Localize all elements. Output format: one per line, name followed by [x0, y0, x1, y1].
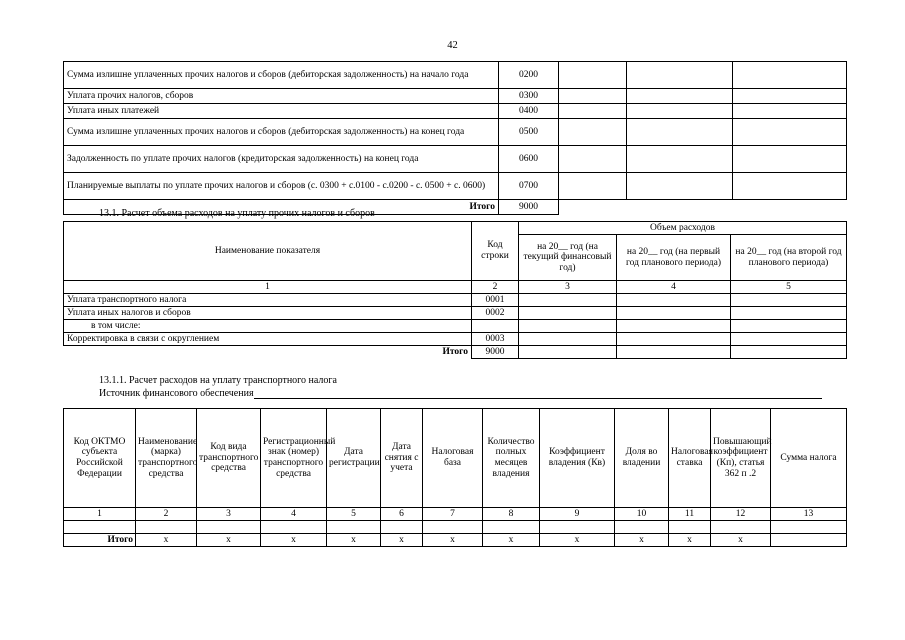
value-cell[interactable] — [731, 307, 847, 320]
table-row — [64, 119, 847, 146]
value-cell[interactable] — [617, 294, 731, 307]
row-label: Планируемые выплаты по уплате прочих налогов и сборов (с. 0300 + с.0100 - с.0200 - с. 0500 + с. 0600) — [64, 173, 499, 200]
table-row — [64, 89, 847, 104]
value-cell[interactable] — [64, 521, 136, 534]
column-number: 10 — [615, 508, 669, 521]
value-cell[interactable] — [627, 173, 733, 200]
column-header: Наименование (марка) транспортного средства — [136, 409, 197, 508]
row-label: в том числе: — [64, 320, 472, 333]
column-header: Налоговая ставка — [669, 409, 711, 508]
column-header: Регистрационный знак (номер) транспортного средства — [261, 409, 327, 508]
value-cell[interactable] — [617, 307, 731, 320]
value-cell[interactable] — [197, 521, 261, 534]
row-label: Сумма излишне уплаченных прочих налогов и сборов (дебиторская задолженность) на конец года — [64, 119, 499, 146]
column-number: 2 — [472, 281, 519, 294]
value-cell[interactable] — [733, 89, 847, 104]
empty-cell — [733, 200, 847, 215]
transport-tax-table — [63, 408, 847, 547]
column-number: 4 — [261, 508, 327, 521]
value-cell[interactable] — [519, 333, 617, 346]
value-cell[interactable] — [615, 521, 669, 534]
value-cell[interactable] — [627, 146, 733, 173]
row-label: Уплата транспортного налога — [64, 294, 472, 307]
value-cell[interactable] — [617, 333, 731, 346]
other-taxes-expenses-table — [63, 221, 847, 359]
value-cell[interactable] — [771, 534, 847, 547]
column-number: 6 — [381, 508, 423, 521]
row-code: 0003 — [472, 333, 519, 346]
row-label: Уплата прочих налогов, сборов — [64, 89, 499, 104]
value-cell[interactable] — [731, 333, 847, 346]
column-header: Коэффициент владения (Кв) — [540, 409, 615, 508]
row-code: 0001 — [472, 294, 519, 307]
empty-cell — [559, 200, 627, 215]
not-applicable-mark: x — [261, 534, 327, 547]
table-row — [64, 307, 847, 320]
funding-source-label: Источник финансового обеспечения — [99, 388, 254, 399]
value-cell[interactable] — [617, 320, 731, 333]
total-code: 9000 — [499, 200, 559, 215]
row-code: 0500 — [499, 119, 559, 146]
value-cell[interactable] — [733, 119, 847, 146]
page-number: 42 — [447, 40, 458, 51]
row-code: 0002 — [472, 307, 519, 320]
funding-source-line — [99, 388, 844, 399]
column-number: 9 — [540, 508, 615, 521]
value-cell[interactable] — [731, 346, 847, 359]
section-13-1-title: 13.1. Расчет объема расходов на уплату прочих налогов и сборов — [99, 208, 375, 219]
row-code: 0700 — [499, 173, 559, 200]
column-number: 13 — [771, 508, 847, 521]
header-year-plan-1: на 20__ год (на первый год планового периода) — [617, 235, 731, 281]
value-cell[interactable] — [559, 119, 627, 146]
total-label: Итого — [64, 534, 136, 547]
column-header: Количество полных месяцев владения — [483, 409, 540, 508]
value-cell[interactable] — [733, 104, 847, 119]
column-number: 11 — [669, 508, 711, 521]
header-expense-volume: Объем расходов — [519, 222, 847, 235]
column-number: 8 — [483, 508, 540, 521]
row-label: Уплата иных налогов и сборов — [64, 307, 472, 320]
header-indicator-name: Наименование показателя — [64, 222, 472, 281]
value-cell[interactable] — [136, 521, 197, 534]
column-header: Сумма налога — [771, 409, 847, 508]
value-cell[interactable] — [381, 521, 423, 534]
column-header: Код вида транспортного средства — [197, 409, 261, 508]
value-cell[interactable] — [771, 521, 847, 534]
value-cell[interactable] — [711, 521, 771, 534]
column-number: 12 — [711, 508, 771, 521]
value-cell[interactable] — [731, 294, 847, 307]
column-numbers-row — [64, 281, 847, 294]
row-code: 0200 — [499, 62, 559, 89]
column-header: Налоговая база — [423, 409, 483, 508]
row-label: Задолженность по уплате прочих налогов (кредиторская задолженность) на конец года — [64, 146, 499, 173]
value-cell[interactable] — [627, 62, 733, 89]
column-header: Доля во владении — [615, 409, 669, 508]
row-code — [472, 320, 519, 333]
value-cell[interactable] — [519, 320, 617, 333]
row-code: 0600 — [499, 146, 559, 173]
value-cell[interactable] — [627, 89, 733, 104]
table-row — [64, 104, 847, 119]
section-13-1-1-title: 13.1.1. Расчет расходов на уплату транспортного налога — [99, 375, 337, 386]
table-row — [64, 294, 847, 307]
value-cell[interactable] — [627, 119, 733, 146]
value-cell[interactable] — [559, 89, 627, 104]
table-row — [64, 146, 847, 173]
column-numbers-row — [64, 508, 847, 521]
funding-source-blank[interactable] — [254, 398, 822, 399]
value-cell[interactable] — [261, 521, 327, 534]
not-applicable-mark: x — [483, 534, 540, 547]
not-applicable-mark: x — [423, 534, 483, 547]
value-cell[interactable] — [540, 521, 615, 534]
column-number: 1 — [64, 281, 472, 294]
value-cell[interactable] — [559, 104, 627, 119]
not-applicable-mark: x — [615, 534, 669, 547]
value-cell[interactable] — [519, 346, 617, 359]
value-cell[interactable] — [519, 307, 617, 320]
column-number: 1 — [64, 508, 136, 521]
not-applicable-mark: x — [136, 534, 197, 547]
column-number: 2 — [136, 508, 197, 521]
column-number: 3 — [519, 281, 617, 294]
table-row — [64, 320, 847, 333]
total-label: Итого — [64, 200, 499, 215]
header-year-plan-2: на 20__ год (на второй год планового периода) — [731, 235, 847, 281]
value-cell[interactable] — [733, 146, 847, 173]
column-header: Дата снятия с учета — [381, 409, 423, 508]
value-cell[interactable] — [627, 104, 733, 119]
empty-cell — [627, 200, 733, 215]
table-row — [64, 521, 847, 534]
value-cell[interactable] — [423, 521, 483, 534]
table-row — [64, 62, 847, 89]
header-row-code: Код строки — [472, 222, 519, 281]
value-cell[interactable] — [483, 521, 540, 534]
value-cell[interactable] — [733, 173, 847, 200]
value-cell[interactable] — [559, 173, 627, 200]
row-label: Корректировка в связи с округлением — [64, 333, 472, 346]
row-code: 0300 — [499, 89, 559, 104]
header-row — [64, 409, 847, 508]
column-number: 5 — [731, 281, 847, 294]
total-row — [64, 346, 847, 359]
column-number: 3 — [197, 508, 261, 521]
value-cell[interactable] — [519, 294, 617, 307]
column-number: 4 — [617, 281, 731, 294]
other-taxes-summary-table — [63, 61, 847, 215]
value-cell[interactable] — [327, 521, 381, 534]
column-header: Код ОКТМО субъекта Российской Федерации — [64, 409, 136, 508]
value-cell[interactable] — [733, 62, 847, 89]
value-cell[interactable] — [559, 62, 627, 89]
total-row — [64, 534, 847, 547]
header-year-current: на 20__ год (на текущий финансовый год) — [519, 235, 617, 281]
total-label: Итого — [64, 346, 472, 359]
not-applicable-mark: x — [669, 534, 711, 547]
not-applicable-mark: x — [711, 534, 771, 547]
not-applicable-mark: x — [540, 534, 615, 547]
value-cell[interactable] — [617, 346, 731, 359]
column-number: 5 — [327, 508, 381, 521]
column-header: Повышающий коэффициент (Кп), статья 362 п .2 — [711, 409, 771, 508]
table-row — [64, 333, 847, 346]
row-label: Сумма излишне уплаченных прочих налогов и сборов (дебиторская задолженность) на начало года — [64, 62, 499, 89]
row-label: Уплата иных платежей — [64, 104, 499, 119]
value-cell[interactable] — [559, 146, 627, 173]
column-header: Дата регистрации — [327, 409, 381, 508]
value-cell[interactable] — [669, 521, 711, 534]
not-applicable-mark: x — [327, 534, 381, 547]
not-applicable-mark: x — [381, 534, 423, 547]
total-code: 9000 — [472, 346, 519, 359]
row-code: 0400 — [499, 104, 559, 119]
value-cell[interactable] — [731, 320, 847, 333]
not-applicable-mark: x — [197, 534, 261, 547]
column-number: 7 — [423, 508, 483, 521]
table-row — [64, 173, 847, 200]
